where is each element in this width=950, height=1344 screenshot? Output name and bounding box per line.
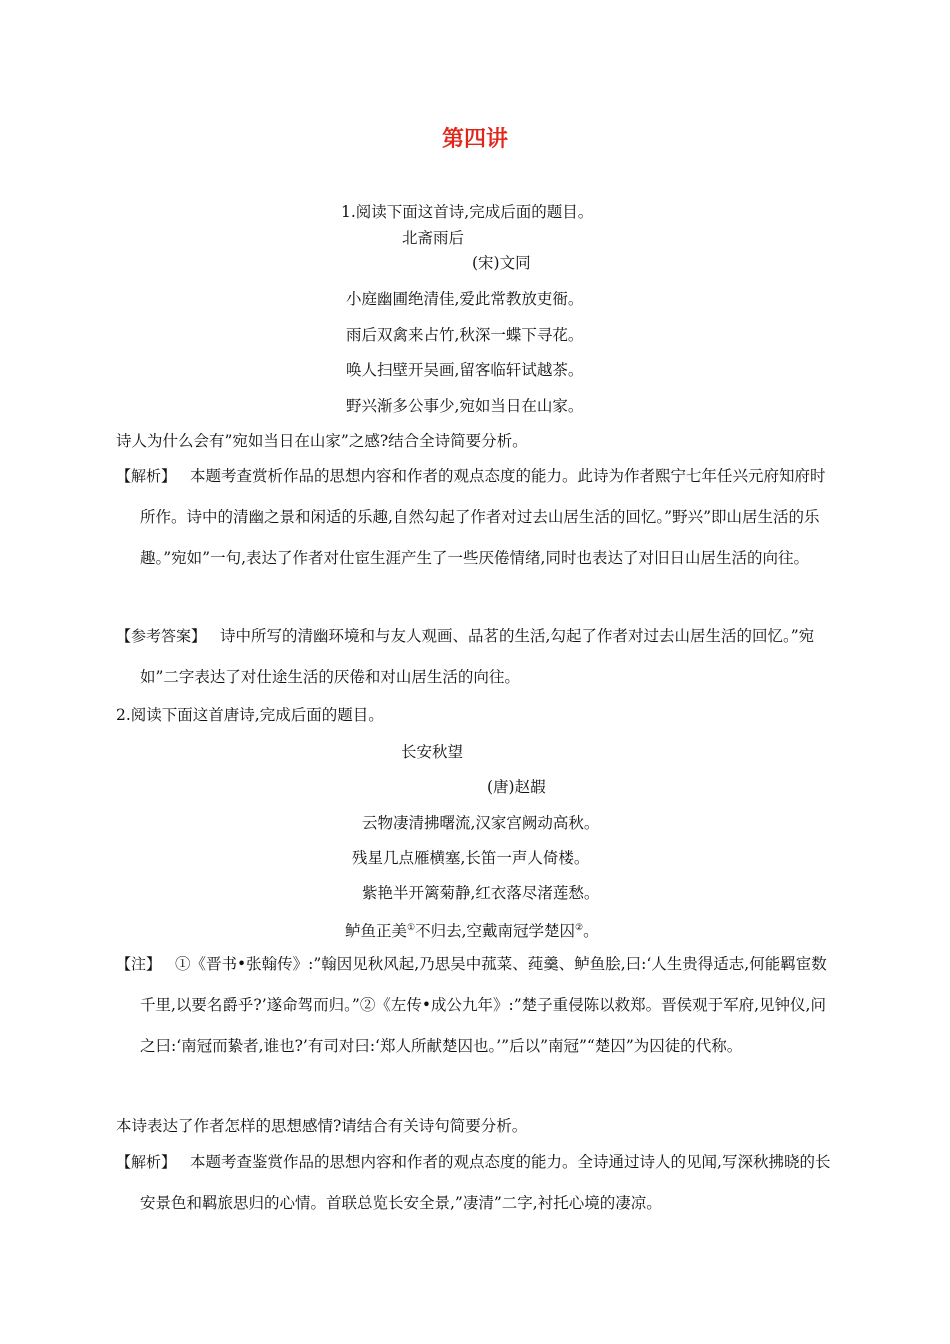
- note-text: ①《晋书•张翰传》:”翰因见秋风起,乃思吴中菰菜、莼羹、鲈鱼脍,曰:‘人生贵得适志,何能羁宦数千里,以要名爵乎?’遂命驾而归。”②《左传•成公九年》:”楚子重侵陈以救郑。晋侯观于军府,见钟仪,问之曰:‘南冠而絷者,谁也?’有司对曰:‘郑人所献楚囚也。’”后以”南冠”“楚囚”为囚徒的代称。: [140, 955, 827, 1055]
- q2-note: [116, 944, 840, 1067]
- q2-poem-last-line: [345, 917, 599, 942]
- q2-analysis: [116, 1142, 840, 1224]
- q2-poem-title: 长安秋望: [401, 743, 464, 761]
- q2-poem-line: 紫艳半开篱菊静,红衣落尽渚莲愁。: [362, 884, 600, 902]
- q1-poem-line: 小庭幽圃绝清佳,爱此常教放吏衙。: [346, 290, 584, 308]
- q1-poem-line: 雨后双禽来占竹,秋深一蝶下寻花。: [346, 326, 584, 344]
- q1-answer: [116, 616, 840, 698]
- q2-poem-line-part: 不归去,空戴南冠学楚囚: [415, 922, 576, 941]
- q1-poem-title: 北斋雨后: [402, 229, 465, 247]
- footnote-marker-2: ②: [575, 923, 584, 933]
- q1-poem-author: (宋)文同: [472, 254, 531, 272]
- q1-poem-line: 野兴渐多公事少,宛如当日在山家。: [346, 397, 584, 415]
- q2-poem-line: 云物凄清拂曙流,汉家宫阙动高秋。: [362, 814, 600, 832]
- q1-question: 诗人为什么会有”宛如当日在山家”之感?结合全诗简要分析。: [116, 432, 528, 450]
- analysis-tag: 【解析】: [116, 1153, 177, 1171]
- q2-poem-line-part: 鲈鱼正美: [345, 922, 408, 941]
- q2-prompt: 2.阅读下面这首唐诗,完成后面的题目。: [116, 706, 384, 724]
- analysis-tag: 【解析】: [116, 467, 177, 485]
- q1-poem-line: 唤人扫壁开吴画,留客临轩试越茶。: [346, 361, 584, 379]
- q1-prompt: 1.阅读下面这首诗,完成后面的题目。: [341, 203, 594, 221]
- q2-poem-author: (唐)赵嘏: [487, 778, 546, 796]
- answer-text: 诗中所写的清幽环境和与友人观画、品茗的生活,勾起了作者对过去山居生活的回忆。”宛如”二字表达了对仕途生活的厌倦和对山居生活的向往。: [140, 627, 815, 686]
- q1-analysis: [116, 456, 840, 579]
- answer-tag: 【参考答案】: [116, 627, 207, 645]
- page-title: 第四讲: [441, 127, 508, 152]
- analysis-text: 本题考查鉴赏作品的思想内容和作者的观点态度的能力。全诗通过诗人的见闻,写深秋拂晓的长安景色和羁旅思归的心情。首联总览长安全景,”凄清”二字,衬托心境的凄凉。: [140, 1153, 831, 1212]
- note-tag: 【注】: [116, 955, 162, 973]
- footnote-marker-1: ①: [407, 923, 416, 933]
- q2-poem-line: 残星几点雁横塞,长笛一声人倚楼。: [352, 849, 590, 867]
- q2-question: 本诗表达了作者怎样的思想感情?请结合有关诗句简要分析。: [116, 1117, 528, 1135]
- analysis-text: 本题考查赏析作品的思想内容和作者的观点态度的能力。此诗为作者熙宁七年任兴元府知府时所作。诗中的清幽之景和闲适的乐趣,自然勾起了作者对过去山居生活的回忆。”野兴”即山居生活的乐趣。”宛如”一句,表达了作者对仕宦生涯产生了一些厌倦情绪,同时也表达了对旧日山居生活的向往。: [140, 467, 826, 567]
- q2-poem-line-part: 。: [583, 922, 599, 941]
